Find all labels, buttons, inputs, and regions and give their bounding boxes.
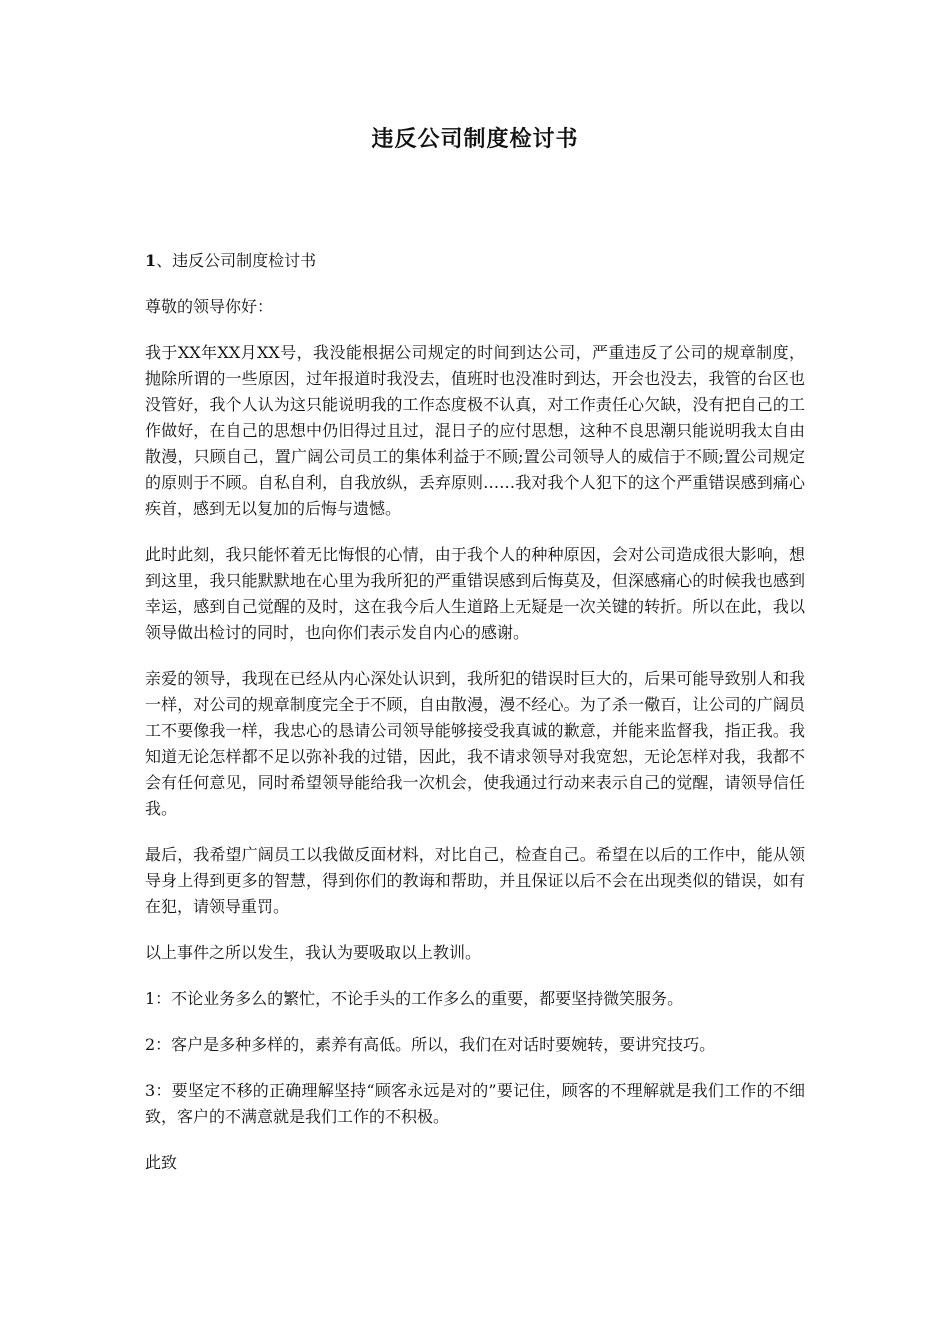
section-title: 、违反公司制度检讨书 <box>156 251 317 270</box>
document-title: 违反公司制度检讨书 <box>371 126 579 152</box>
paragraph-incident: 我于XX年XX月XX号，我没能根据公司规定的时间到达公司，严重违反了公司的规章制度，抛除所谓的一些原因，过年报道时我没去，值班时也没准时到达，开会也没去，我管的台区也没管好，我个人认为这只能说明我的工作态度极不认真，对工作责任心欠缺，没有把自己的工作做好，在自己的思想中仍旧得过且过，混日子的应付思想，这种不良思潮只能说明我太自由散漫，只顾自己，置广阔公司员工的集体利益于不顾;置公司领导人的威信于不顾;置公司规定的原则于不顾。自私自利，自我放纵，丢弃原则……我对我个人犯下的这个严重错误感到痛心疾首，感到无以复加的后悔与遗憾。 <box>145 343 805 518</box>
lesson-item-2: 2：客户是多种多样的，素养有高低。所以，我们在对话时要婉转，要讲究技巧。 <box>145 1035 716 1054</box>
paragraph-apology: 亲爱的领导，我现在已经从内心深处认识到，我所犯的错误时巨大的，后果可能导致别人和我一样，对公司的规章制度完全于不顾，自由散漫，漫不经心。为了杀一儆百，让公司的广阔员工不要像我一样，我忠心的恳请公司领导能够接受我真诚的歉意，并能来监督我，指正我。我知道无论怎样都不足以弥补我的过错，因此，我不请求领导对我宽恕，无论怎样对我，我都不会有任何意见，同时希望领导能给我一次机会，使我通过行动来表示自己的觉醒，请领导信任我。 <box>145 669 805 818</box>
paragraph-commitment: 最后，我希望广阔员工以我做反面材料，对比自己，检查自己。希望在以后的工作中，能从领导身上得到更多的智慧，得到你们的教诲和帮助，并且保证以后不会在出现类似的错误，如有在犯，请领导重罚。 <box>145 845 805 916</box>
lesson-item-1: 1：不论业务多么的繁忙，不论手头的工作多么的重要，都要坚持微笑服务。 <box>145 989 684 1008</box>
lesson-item-3: 3：要坚定不移的正确理解坚持“顾客永远是对的”要记住，顾客的不理解就是我们工作的不细致，客户的不满意就是我们工作的不积极。 <box>145 1081 805 1126</box>
document-body <box>145 248 805 1196</box>
section-heading <box>145 248 805 274</box>
section-number: 1 <box>145 251 157 270</box>
closing-line: 此致 <box>145 1153 178 1172</box>
paragraph-remorse: 此时此刻，我只能怀着无比悔恨的心情，由于我个人的种种原因，会对公司造成很大影响，想到这里，我只能默默地在心里为我所犯的严重错误感到后悔莫及，但深感痛心的时候我也感到幸运，感到自己觉醒的及时，这在我今后人生道路上无疑是一次关键的转折。所以在此，我以领导做出检讨的同时，也向你们表示发自内心的感谢。 <box>145 545 805 642</box>
paragraph-lessons-intro: 以上事件之所以发生，我认为要吸取以上教训。 <box>145 943 482 962</box>
salutation: 尊敬的领导你好： <box>145 297 274 316</box>
